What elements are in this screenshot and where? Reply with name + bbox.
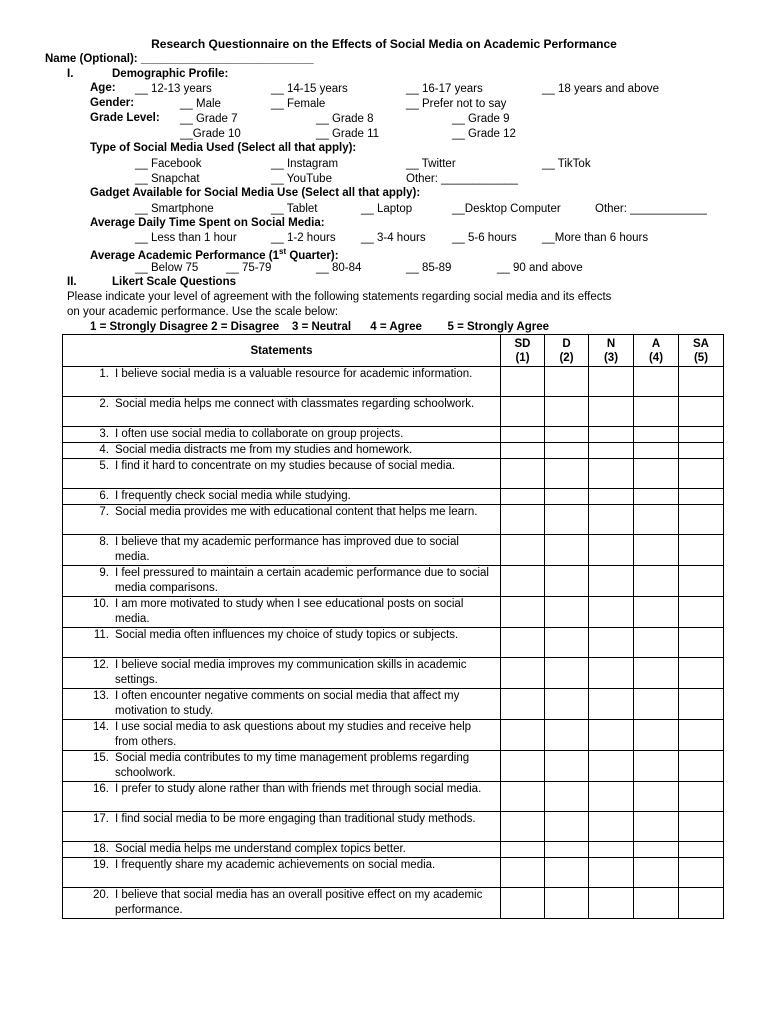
rating-cell-n[interactable] [589,566,634,597]
rating-cell-sa[interactable] [679,628,724,658]
rating-cell-n[interactable] [589,751,634,782]
rating-cell-sd[interactable] [501,812,545,842]
rating-cell-a[interactable] [634,367,679,397]
rating-cell-a[interactable] [634,459,679,489]
rating-cell-sa[interactable] [679,489,724,505]
rating-cell-d[interactable] [545,858,589,888]
instructions-line: on your academic performance. Use the scale below: [67,306,339,318]
performance-option[interactable]: __ 90 and above [497,262,583,274]
rating-cell-sa[interactable] [679,597,724,628]
rating-cell-n[interactable] [589,489,634,505]
rating-cell-d[interactable] [545,459,589,489]
rating-cell-sa[interactable] [679,858,724,888]
gender-label: Gender: [90,97,135,109]
rating-cell-a[interactable] [634,689,679,720]
statement-cell [63,597,501,628]
rating-cell-a[interactable] [634,751,679,782]
table-row [63,658,724,689]
social-media-label: Type of Social Media Used (Select all that apply): [90,142,357,154]
likert-table [62,334,724,919]
rating-cell-a[interactable] [634,658,679,689]
daily-time-option[interactable]: __ 3-4 hours [361,232,426,244]
statement-text: I feel pressured to maintain a certain academic performance due to social media comparisons. [115,567,489,594]
rating-cell-n[interactable] [589,658,634,689]
gender-option[interactable]: __ Male [180,98,221,110]
scale-header-n: N (3) [589,335,634,367]
daily-time-option[interactable]: __ 5-6 hours [452,232,517,244]
age-option[interactable]: __ 14-15 years [271,83,348,95]
table-row [63,397,724,427]
rating-cell-sd[interactable] [501,689,545,720]
rating-cell-d[interactable] [545,628,589,658]
rating-cell-d[interactable] [545,782,589,812]
section1-number: I. [67,68,74,80]
rating-cell-sa[interactable] [679,782,724,812]
age-option[interactable]: __ 18 years and above [542,83,660,95]
table-row [63,888,724,919]
rating-cell-sd[interactable] [501,782,545,812]
gadget-option[interactable]: __ Laptop [361,203,413,215]
section1-heading: Demographic Profile: [112,68,229,80]
rating-cell-sa[interactable] [679,443,724,459]
statement-cell [63,689,501,720]
statement-text: Social media often influences my choice of study topics or subjects. [115,629,459,641]
performance-option[interactable]: __ 80-84 [316,262,362,274]
statement-cell [63,888,501,919]
age-label: Age: [90,82,116,94]
document-title: Research Questionnaire on the Effects of Social Media on Academic Performance [151,37,617,51]
gender-option[interactable]: __ Prefer not to say [406,98,507,110]
table-row [63,597,724,628]
rating-cell-sd[interactable] [501,842,545,858]
grade-option[interactable]: __ Grade 9 [452,113,510,125]
statement-cell [63,751,501,782]
statement-number: 1. [99,368,109,380]
rating-cell-sa[interactable] [679,689,724,720]
rating-cell-sd[interactable] [501,505,545,535]
table-row [63,812,724,842]
rating-cell-a[interactable] [634,597,679,628]
rating-cell-a[interactable] [634,489,679,505]
table-row [63,566,724,597]
rating-cell-n[interactable] [589,443,634,459]
rating-cell-sd[interactable] [501,427,545,443]
statement-number: 4. [99,444,109,456]
table-row [63,720,724,751]
statement-text: I use social media to ask questions about my studies and receive help from others. [115,721,472,748]
rating-cell-d[interactable] [545,505,589,535]
statement-number: 11. [93,629,109,641]
age-option[interactable]: __ 16-17 years [406,83,483,95]
statement-cell [63,489,501,505]
statement-text: I believe social media improves my communication skills in academic settings. [115,659,467,686]
section2-heading: Likert Scale Questions [112,276,236,288]
rating-cell-sd[interactable] [501,397,545,427]
rating-cell-a[interactable] [634,720,679,751]
rating-cell-d[interactable] [545,812,589,842]
table-row [63,505,724,535]
rating-cell-d[interactable] [545,566,589,597]
grade-label: Grade Level: [90,112,160,124]
statement-text: I frequently check social media while studying. [115,490,351,502]
statement-text: Social media helps me connect with classmates regarding schoolwork. [115,398,475,410]
daily-time-option[interactable]: __ 1-2 hours [271,232,336,244]
statement-text: I often use social media to collaborate on group projects. [115,428,404,440]
statement-text: I find social media to be more engaging than traditional study methods. [115,813,476,825]
rating-cell-sd[interactable] [501,489,545,505]
statement-number: 5. [99,460,109,472]
rating-cell-a[interactable] [634,812,679,842]
rating-cell-a[interactable] [634,628,679,658]
social-media-option[interactable]: __ Facebook [135,158,202,170]
grade-option[interactable]: __ Grade 8 [316,113,374,125]
rating-cell-a[interactable] [634,566,679,597]
rating-cell-d[interactable] [545,397,589,427]
table-row [63,628,724,658]
rating-cell-d[interactable] [545,689,589,720]
statement-text: Social media distracts me from my studies and homework. [115,444,413,456]
statements-header: Statements [63,335,501,367]
daily-time-option[interactable]: __More than 6 hours [542,232,649,244]
gadget-other[interactable]: Other: ____________ [595,203,707,215]
rating-cell-d[interactable] [545,535,589,566]
rating-cell-a[interactable] [634,842,679,858]
scale-header-a: A (4) [634,335,679,367]
rating-cell-d[interactable] [545,367,589,397]
statement-text: I am more motivated to study when I see educational posts on social media. [115,598,464,625]
rating-cell-sa[interactable] [679,397,724,427]
rating-cell-n[interactable] [589,459,634,489]
rating-cell-a[interactable] [634,505,679,535]
rating-cell-d[interactable] [545,842,589,858]
rating-cell-a[interactable] [634,397,679,427]
rating-cell-d[interactable] [545,489,589,505]
rating-cell-sa[interactable] [679,566,724,597]
gadget-option[interactable]: __ Tablet [271,203,318,215]
social-media-option[interactable]: __ Instagram [271,158,339,170]
statement-text: Social media helps me understand complex topics better. [115,843,406,855]
rating-cell-n[interactable] [589,367,634,397]
age-option[interactable]: __ 12-13 years [135,83,212,95]
statement-cell [63,443,501,459]
rating-cell-sd[interactable] [501,628,545,658]
statement-number: 3. [99,428,109,440]
rating-cell-n[interactable] [589,597,634,628]
daily-time-option[interactable]: __ Less than 1 hour [135,232,237,244]
statement-text: I find it hard to concentrate on my studies because of social media. [115,460,456,472]
rating-cell-d[interactable] [545,597,589,628]
gadget-label: Gadget Available for Social Media Use (Select all that apply): [90,187,421,199]
table-row [63,459,724,489]
rating-cell-sa[interactable] [679,535,724,566]
table-row [63,842,724,858]
rating-cell-sd[interactable] [501,443,545,459]
scale-header-sa: SA (5) [679,335,724,367]
rating-cell-d[interactable] [545,443,589,459]
rating-cell-sa[interactable] [679,505,724,535]
rating-cell-n[interactable] [589,427,634,443]
rating-cell-sd[interactable] [501,658,545,689]
name-field-label[interactable]: Name (Optional): ___________________________ [45,53,314,65]
rating-cell-sd[interactable] [501,459,545,489]
table-row [63,427,724,443]
rating-cell-d[interactable] [545,427,589,443]
social-media-option[interactable]: __ TikTok [542,158,591,170]
social-media-option[interactable]: __ Twitter [406,158,456,170]
statement-number: 18. [93,843,109,855]
rating-cell-a[interactable] [634,888,679,919]
rating-cell-n[interactable] [589,782,634,812]
statement-cell [63,397,501,427]
social-media-other[interactable]: Other: ____________ [406,173,518,185]
likert-body [63,367,724,919]
rating-cell-sa[interactable] [679,658,724,689]
table-row [63,689,724,720]
rating-cell-sa[interactable] [679,751,724,782]
scale-header-d: D (2) [545,335,589,367]
statement-number: 9. [99,567,109,579]
grade-option[interactable]: __ Grade 11 [316,128,380,140]
statement-cell [63,535,501,566]
grade-option[interactable]: __Grade 10 [180,128,241,140]
rating-cell-sd[interactable] [501,535,545,566]
statement-cell [63,628,501,658]
statement-text: I believe social media is a valuable resource for academic information. [115,368,473,380]
rating-cell-sd[interactable] [501,566,545,597]
rating-cell-sd[interactable] [501,367,545,397]
statement-cell [63,427,501,443]
rating-cell-n[interactable] [589,812,634,842]
gender-option[interactable]: __ Female [271,98,326,110]
statement-cell [63,505,501,535]
rating-cell-sd[interactable] [501,751,545,782]
scale-header-sd: SD (1) [501,335,545,367]
grade-option[interactable]: __ Grade 12 [452,128,516,140]
rating-cell-a[interactable] [634,782,679,812]
statement-cell [63,858,501,888]
rating-cell-n[interactable] [589,842,634,858]
statement-number: 12. [93,659,109,671]
statement-cell [63,812,501,842]
rating-cell-n[interactable] [589,888,634,919]
statement-cell [63,782,501,812]
social-media-option[interactable]: __ Snapchat [135,173,200,185]
rating-cell-n[interactable] [589,720,634,751]
statement-cell [63,658,501,689]
statement-text: I frequently share my academic achievements on social media. [115,859,436,871]
rating-cell-a[interactable] [634,535,679,566]
rating-cell-n[interactable] [589,858,634,888]
instructions-line: Please indicate your level of agreement with the following statements regarding social media and its effects [67,291,612,303]
statement-text: I prefer to study alone rather than with friends met through social media. [115,783,482,795]
academic-performance-label: Average Academic Performance (1st Quarter): [90,247,339,262]
rating-cell-sa[interactable] [679,812,724,842]
rating-cell-sa[interactable] [679,367,724,397]
performance-option[interactable]: __ 75-79 [226,262,272,274]
statement-text: I believe that social media has an overall positive effect on my academic performance. [115,889,483,916]
statement-text: I often encounter negative comments on social media that affect my motivation to study. [115,690,460,717]
daily-time-label: Average Daily Time Spent on Social Media: [90,217,325,229]
table-row [63,782,724,812]
rating-cell-n[interactable] [589,689,634,720]
statement-text: Social media provides me with educational content that helps me learn. [115,506,478,518]
rating-cell-sa[interactable] [679,888,724,919]
table-row [63,443,724,459]
statement-text: Social media contributes to my time management problems regarding schoolwork. [115,752,470,779]
table-row [63,367,724,397]
statement-number: 8. [99,536,109,548]
rating-cell-sa[interactable] [679,842,724,858]
rating-cell-a[interactable] [634,427,679,443]
rating-cell-a[interactable] [634,443,679,459]
statement-cell [63,459,501,489]
statement-number: 2. [99,398,109,410]
statement-number: 19. [93,859,109,871]
gadget-option[interactable]: __Desktop Computer [452,203,561,215]
statement-number: 7. [99,506,109,518]
rating-cell-sa[interactable] [679,427,724,443]
rating-cell-n[interactable] [589,397,634,427]
table-row [63,535,724,566]
statement-number: 6. [99,490,109,502]
statement-text: I believe that my academic performance has improved due to social media. [115,536,459,563]
rating-cell-sa[interactable] [679,459,724,489]
statement-number: 16. [93,783,109,795]
rating-cell-sa[interactable] [679,720,724,751]
table-row [63,751,724,782]
rating-cell-sd[interactable] [501,858,545,888]
rating-cell-d[interactable] [545,720,589,751]
rating-cell-d[interactable] [545,888,589,919]
social-media-option[interactable]: __ YouTube [271,173,332,185]
rating-cell-n[interactable] [589,535,634,566]
statement-number: 10. [93,598,109,610]
rating-cell-sd[interactable] [501,720,545,751]
section2-number: II. [67,276,77,288]
rating-cell-sd[interactable] [501,597,545,628]
rating-cell-d[interactable] [545,751,589,782]
statement-number: 20. [93,889,109,901]
rating-cell-n[interactable] [589,628,634,658]
table-row [63,489,724,505]
statement-cell [63,842,501,858]
rating-cell-a[interactable] [634,858,679,888]
rating-cell-d[interactable] [545,658,589,689]
statement-number: 13. [93,690,109,702]
statement-number: 14. [93,721,109,733]
statement-cell [63,566,501,597]
table-row [63,858,724,888]
statement-number: 15. [93,752,109,764]
statement-cell [63,367,501,397]
rating-scale-legend: 1 = Strongly Disagree 2 = Disagree 3 = Neutral 4 = Agree 5 = Strongly Agree [90,321,550,333]
rating-cell-n[interactable] [589,505,634,535]
performance-option[interactable]: __ Below 75 [135,262,199,274]
rating-cell-sd[interactable] [501,888,545,919]
statement-number: 17. [93,813,109,825]
grade-option[interactable]: __ Grade 7 [180,113,238,125]
statement-cell [63,720,501,751]
gadget-option[interactable]: __ Smartphone [135,203,214,215]
table-header-row [63,335,724,367]
performance-option[interactable]: __ 85-89 [406,262,452,274]
